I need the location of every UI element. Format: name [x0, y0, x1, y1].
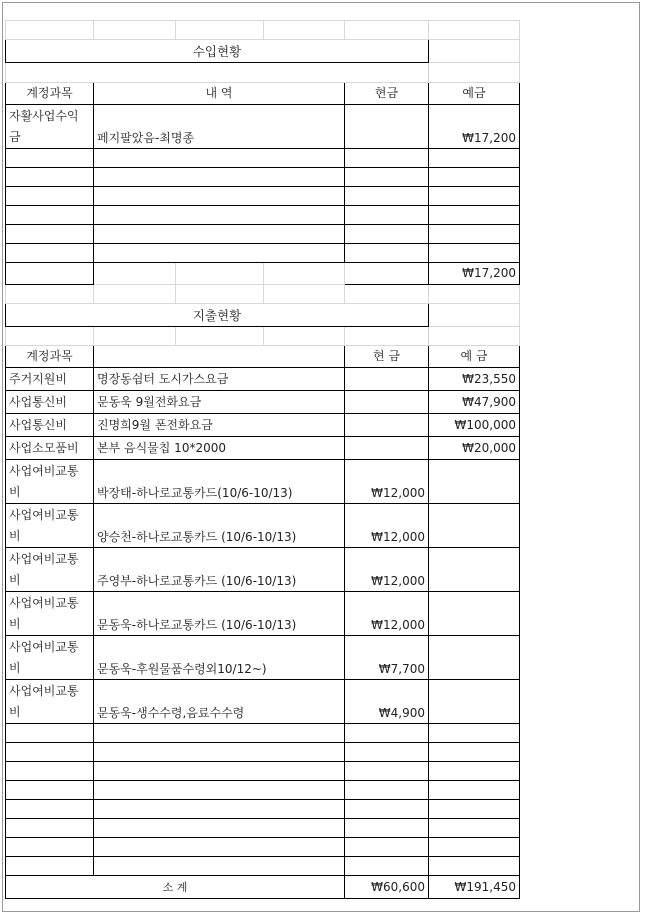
account-cell: 사업여비교통비 [6, 636, 94, 680]
expense-row [6, 414, 520, 437]
detail-cell: 본부 음식물칩 10*2000 [94, 437, 345, 460]
expense-row [6, 592, 520, 636]
empty-row [6, 149, 520, 168]
detail-cell: 페지팔았음-최명종 [94, 105, 345, 149]
detail-cell: 주영부-하나로교통카드 (10/6-10/13) [94, 548, 345, 592]
account-cell: 사업여비교통비 [6, 680, 94, 724]
empty-row [6, 857, 520, 876]
empty-row [6, 225, 520, 244]
subtotal-label: 소 계 [6, 876, 345, 899]
account-cell: 사업여비교통비 [6, 548, 94, 592]
expense-title-row [6, 304, 520, 327]
ledger-sheet [5, 20, 520, 899]
spacer-row [6, 285, 520, 304]
deposit-cell [429, 636, 520, 680]
account-cell: 사업여비교통비 [6, 504, 94, 548]
subtotal-cash: ₩60,600 [345, 876, 429, 899]
expense-row [6, 460, 520, 504]
income-header-row [6, 83, 520, 105]
detail-cell: 문동욱-후원물품수령외10/12~) [94, 636, 345, 680]
detail-cell: 명장동쉼터 도시가스요금 [94, 368, 345, 391]
empty-row [6, 187, 520, 206]
deposit-cell: ₩100,000 [429, 414, 520, 437]
empty-row [6, 762, 520, 781]
expense-subtotal-row [6, 876, 520, 899]
detail-cell: 문동욱-생수수령,음료수수령 [94, 680, 345, 724]
header-cash: 현금 [345, 83, 429, 105]
expense-row [6, 504, 520, 548]
cash-cell [345, 368, 429, 391]
account-cell: 사업여비교통비 [6, 460, 94, 504]
detail-cell: 양승천-하나로교통카드 (10/6-10/13) [94, 504, 345, 548]
income-title: 수입현황 [6, 40, 429, 63]
expense-header-row [6, 346, 520, 368]
cash-cell [345, 391, 429, 414]
expense-row [6, 548, 520, 592]
income-total-deposit: ₩17,200 [429, 263, 520, 285]
deposit-cell: ₩20,000 [429, 437, 520, 460]
spacer-row [6, 63, 520, 83]
spacer-row [6, 327, 520, 346]
cash-cell: ₩12,000 [345, 592, 429, 636]
cash-cell [345, 414, 429, 437]
cash-cell: ₩4,900 [345, 680, 429, 724]
empty-row [6, 743, 520, 762]
account-cell: 사업소모품비 [6, 437, 94, 460]
expense-row [6, 636, 520, 680]
cash-cell: ₩12,000 [345, 504, 429, 548]
header-detail: 내 역 [94, 83, 345, 105]
expense-row [6, 680, 520, 724]
deposit-cell [429, 680, 520, 724]
detail-cell: 문동욱-하나로교통카드 (10/6-10/13) [94, 592, 345, 636]
deposit-cell [429, 548, 520, 592]
account-cell: 사업여비교통비 [6, 592, 94, 636]
header-account: 계정과목 [6, 83, 94, 105]
expense-title: 지출현황 [6, 304, 429, 327]
header-deposit: 예 금 [429, 346, 520, 368]
deposit-cell: ₩47,900 [429, 391, 520, 414]
income-total-row [6, 263, 520, 285]
deposit-cell [429, 504, 520, 548]
detail-cell: 문동욱 9월전화요금 [94, 391, 345, 414]
expense-row [6, 368, 520, 391]
expense-row [6, 391, 520, 414]
deposit-cell: ₩17,200 [429, 105, 520, 149]
empty-row [6, 724, 520, 743]
deposit-cell [429, 592, 520, 636]
cash-cell: ₩12,000 [345, 460, 429, 504]
account-cell: 사업통신비 [6, 391, 94, 414]
expense-row [6, 437, 520, 460]
empty-row [6, 838, 520, 857]
deposit-cell: ₩23,550 [429, 368, 520, 391]
detail-cell: 진명희9월 폰전화요금 [94, 414, 345, 437]
account-cell: 사업통신비 [6, 414, 94, 437]
detail-cell: 박장태-하나로교통카드(10/6-10/13) [94, 460, 345, 504]
account-cell: 자활사업수익금 [6, 105, 94, 149]
empty-row [6, 206, 520, 225]
cash-cell [345, 105, 429, 149]
header-detail [94, 346, 345, 368]
cash-cell [345, 437, 429, 460]
header-account: 계정과목 [6, 346, 94, 368]
spacer-row [6, 21, 520, 40]
subtotal-deposit: ₩191,450 [429, 876, 520, 899]
cash-cell: ₩12,000 [345, 548, 429, 592]
header-deposit: 예금 [429, 83, 520, 105]
empty-row [6, 819, 520, 838]
header-cash: 현 금 [345, 346, 429, 368]
empty-row [6, 244, 520, 263]
income-title-row [6, 40, 520, 63]
empty-row [6, 800, 520, 819]
deposit-cell [429, 460, 520, 504]
account-cell: 주거지원비 [6, 368, 94, 391]
cash-cell: ₩7,700 [345, 636, 429, 680]
income-row [6, 105, 520, 149]
empty-row [6, 781, 520, 800]
empty-row [6, 168, 520, 187]
